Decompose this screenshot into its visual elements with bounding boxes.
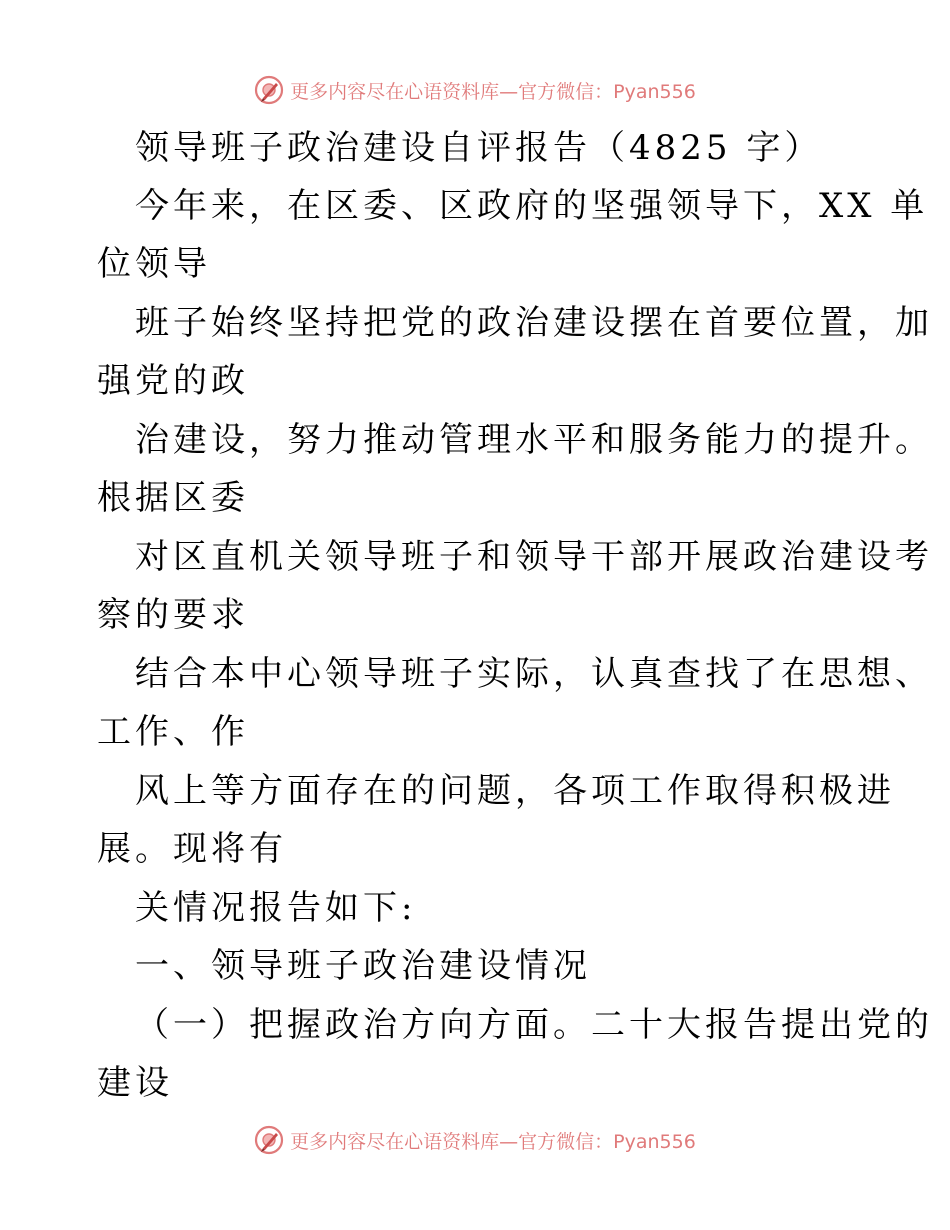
paragraph-line: 工作、作 (97, 712, 249, 752)
pen-logo-icon (254, 1125, 284, 1155)
watermark-footer (0, 1120, 950, 1160)
watermark-text: 更多内容尽在心语资料库—官方微信：Pyan556 (290, 80, 696, 103)
paragraph-line: 风上等方面存在的问题，各项工作取得积极进 (135, 771, 895, 811)
paragraph-line: 展。现将有 (97, 829, 287, 869)
paragraph-line: 结合本中心领导班子实际，认真查找了在思想、 (135, 654, 933, 694)
paragraph-line: 今年来，在区委、区政府的坚强领导下，XX 单 (135, 186, 929, 226)
paragraph-line: 班子始终坚持把党的政治建设摆在首要位置，加 (135, 303, 933, 343)
paragraph-line: 位领导 (97, 244, 211, 284)
watermark-header (0, 70, 950, 110)
watermark-group (254, 1125, 696, 1155)
watermark-text: 更多内容尽在心语资料库—官方微信：Pyan556 (290, 1130, 696, 1153)
paragraph-line: 建设 (97, 1063, 173, 1103)
watermark-group (254, 75, 696, 105)
paragraph-line: 强党的政 (97, 361, 249, 401)
paragraph-line: 根据区委 (97, 478, 249, 518)
section-heading: 一、领导班子政治建设情况 (135, 946, 591, 986)
document-title: 领导班子政治建设自评报告（4825 字） (135, 128, 823, 168)
paragraph-line: 察的要求 (97, 595, 249, 635)
paragraph-line: 对区直机关领导班子和领导干部开展政治建设考 (135, 537, 933, 577)
paragraph-line: 治建设，努力推动管理水平和服务能力的提升。 (135, 420, 933, 460)
pen-logo-icon (254, 75, 284, 105)
paragraph-line: 关情况报告如下: (135, 888, 417, 928)
subsection-heading: （一）把握政治方向方面。二十大报告提出党的 (135, 1005, 933, 1045)
